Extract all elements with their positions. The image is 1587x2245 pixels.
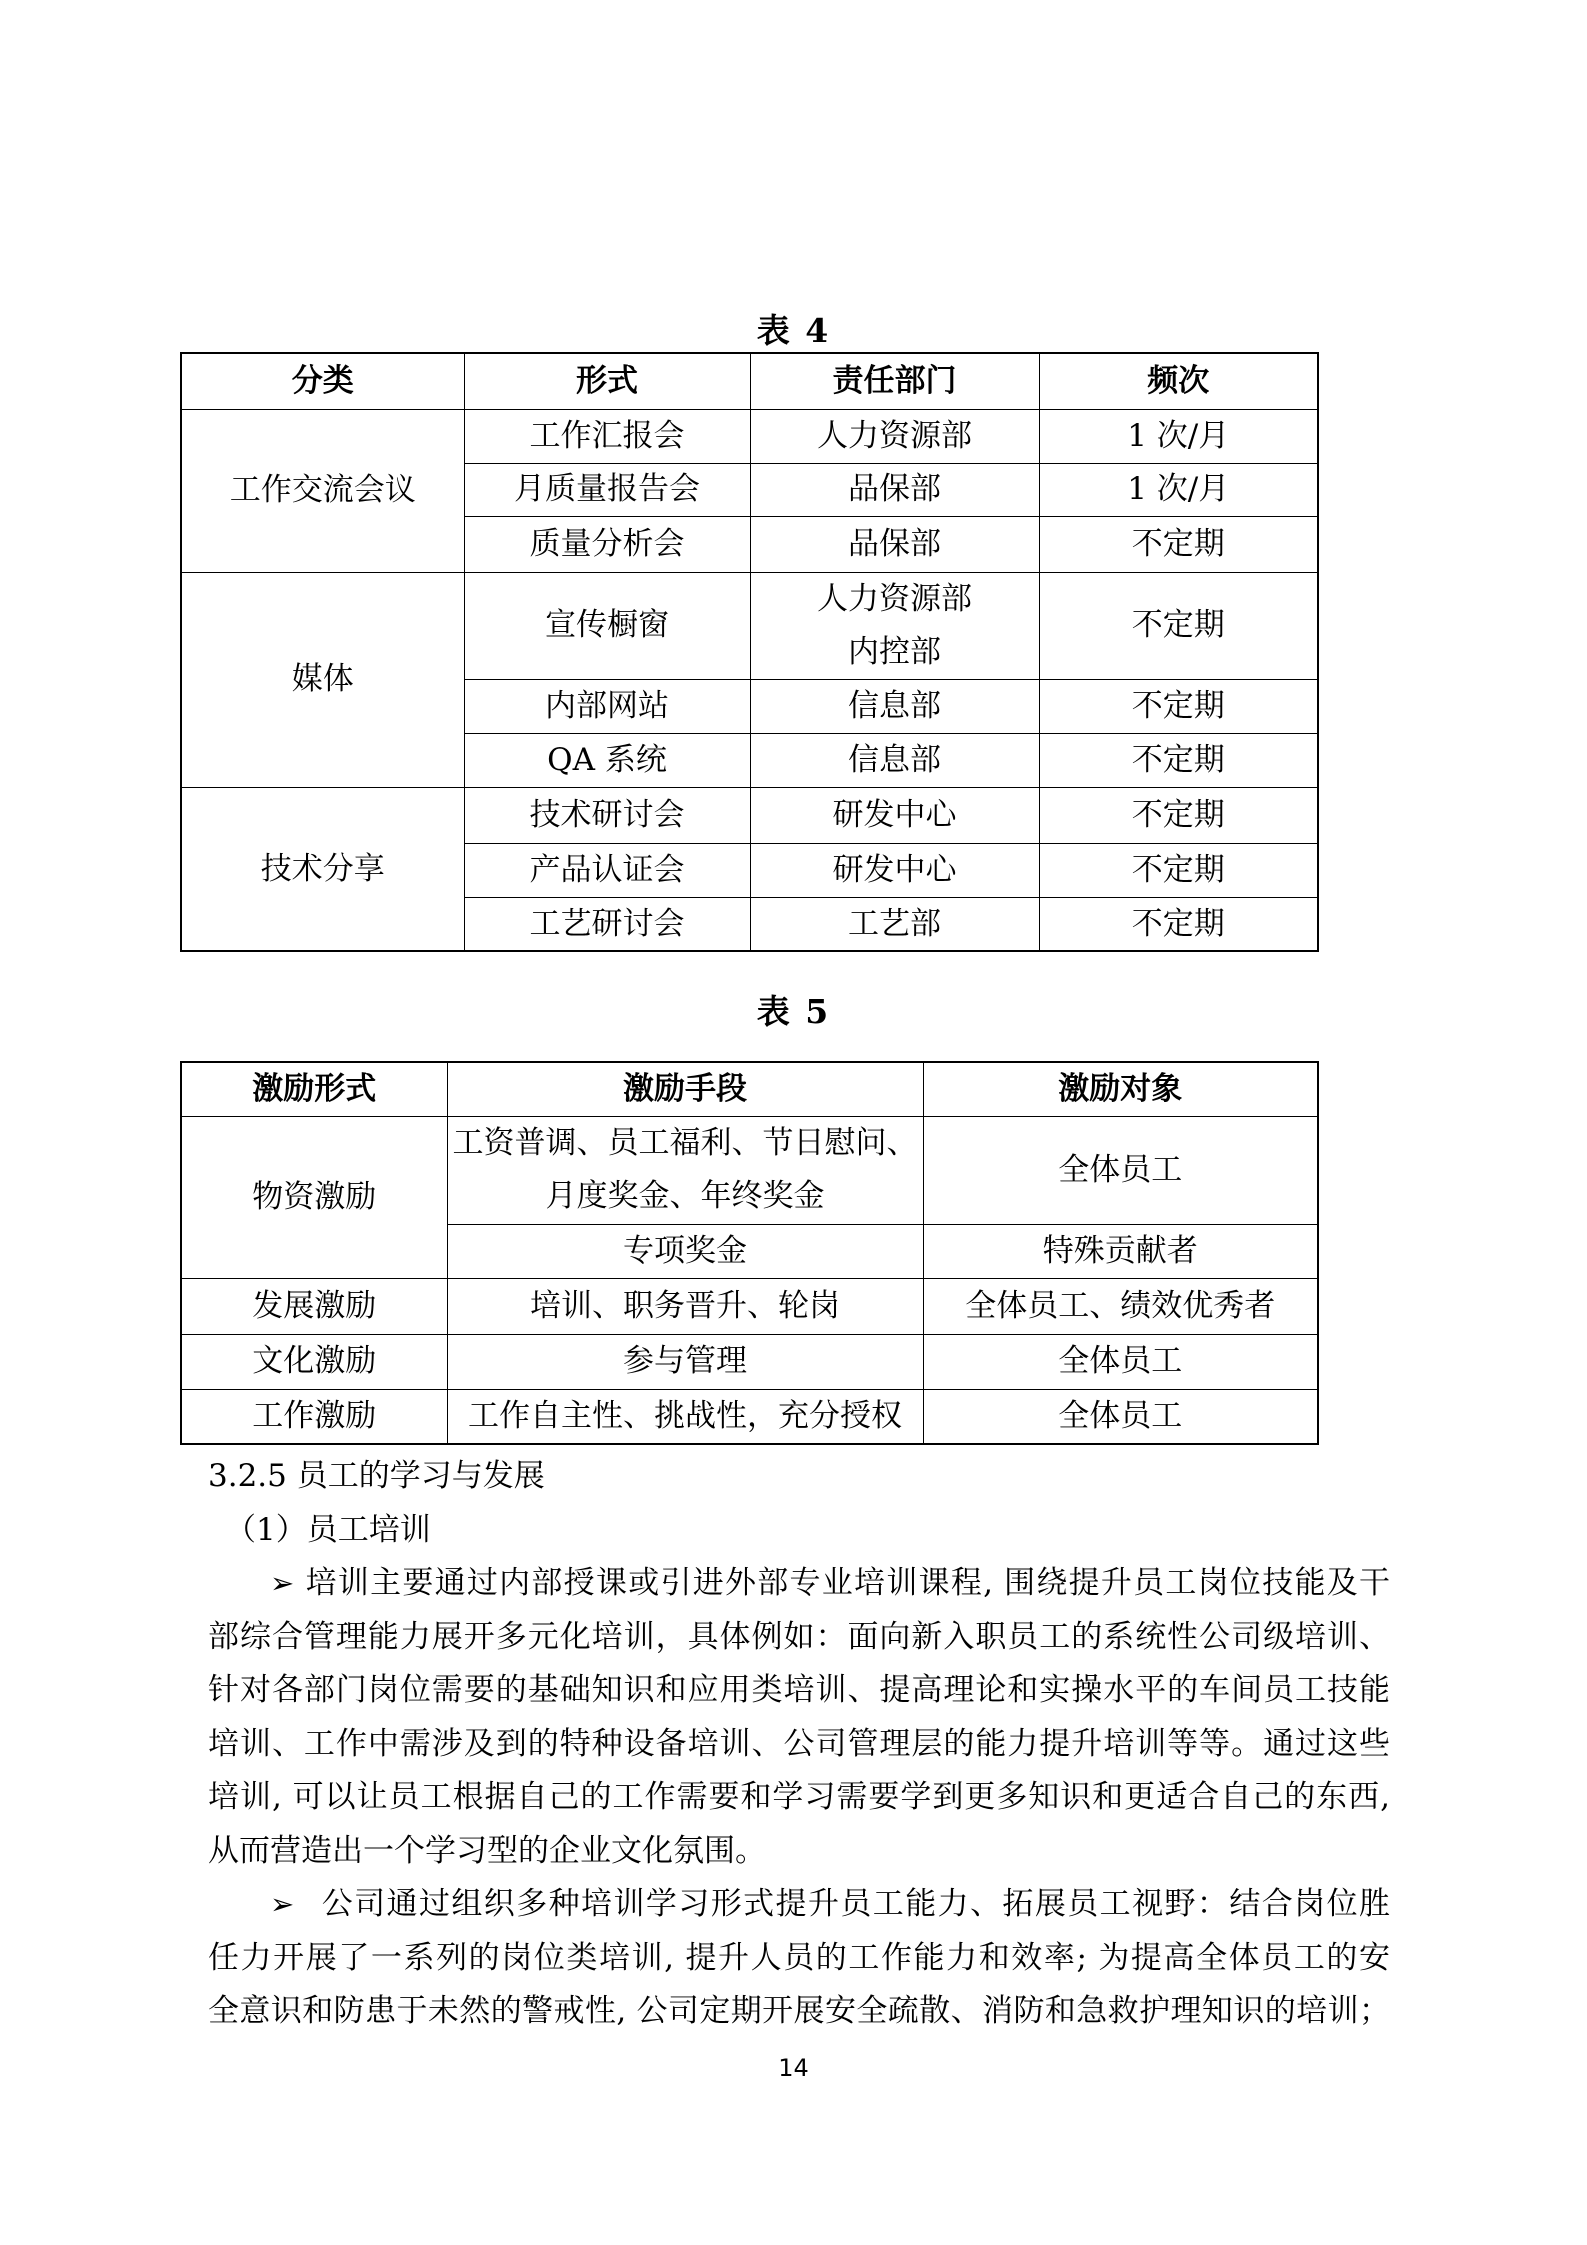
- freq-cell: 不定期: [1039, 843, 1318, 897]
- incentive-means-cell: 工作自主性、挑战性，充分授权: [447, 1389, 923, 1444]
- paragraph-line: [208, 1557, 1390, 1611]
- paragraph-line: 全意识和防患于未然的警戒性, 公司定期开展安全疏散、消防和急救护理知识的培训；: [208, 1993, 1390, 2029]
- dept-cell: 信息部: [750, 733, 1039, 787]
- form-cell: 宣传橱窗: [464, 572, 750, 679]
- form-cell: 技术研讨会: [464, 787, 750, 843]
- header-cell-category: 分类: [181, 353, 464, 409]
- form-cell: 内部网站: [464, 679, 750, 733]
- dept-cell: 人力资源部: [750, 409, 1039, 463]
- paragraph-line: 从而营造出一个学习型的企业文化氛围。: [208, 1832, 766, 1869]
- header-cell-incentive-type: 激励形式: [181, 1062, 447, 1116]
- incentive-target-cell: 全体员工、绩效优秀者: [923, 1278, 1318, 1334]
- freq-cell: 不定期: [1039, 516, 1318, 572]
- incentive-type-cell: 发展激励: [181, 1278, 447, 1334]
- table-row: [181, 409, 1318, 463]
- form-cell: QA 系统: [464, 733, 750, 787]
- incentive-target-cell: 特殊贡献者: [923, 1224, 1318, 1278]
- dept-cell: 研发中心: [750, 787, 1039, 843]
- incentive-means-cell: 参与管理: [447, 1334, 923, 1389]
- freq-cell: 不定期: [1039, 787, 1318, 843]
- freq-cell: 不定期: [1039, 679, 1318, 733]
- form-cell: 产品认证会: [464, 843, 750, 897]
- freq-cell: 不定期: [1039, 572, 1318, 679]
- table4: [180, 352, 1319, 952]
- dept-cell: 工艺部: [750, 897, 1039, 951]
- table-row: [181, 787, 1318, 843]
- header-cell-form: 形式: [464, 353, 750, 409]
- table-header-row: [181, 353, 1318, 409]
- incentive-type-cell: 文化激励: [181, 1334, 447, 1389]
- form-cell: 工作汇报会: [464, 409, 750, 463]
- category-cell: 媒体: [181, 572, 464, 787]
- paragraph-line: 培训、工作中需涉及到的特种设备培训、公司管理层的能力提升培训等等。通过这些: [208, 1725, 1390, 1762]
- incentive-target-cell: 全体员工: [923, 1334, 1318, 1389]
- incentive-target-cell: 全体员工: [923, 1116, 1318, 1224]
- table-row: [181, 1334, 1318, 1389]
- dept-cell: 品保部: [750, 463, 1039, 516]
- table-row: [181, 1116, 1318, 1224]
- category-cell: 工作交流会议: [181, 409, 464, 572]
- page-number: 14: [778, 2054, 809, 2082]
- header-cell-dept: 责任部门: [750, 353, 1039, 409]
- arrow-bullet-icon: ➢: [270, 1887, 295, 1921]
- freq-cell: 不定期: [1039, 733, 1318, 787]
- incentive-means-cell: 培训、职务晋升、轮岗: [447, 1278, 923, 1334]
- dept-line: 人力资源部: [817, 580, 972, 617]
- paragraph-text: 公司通过组织多种培训学习形式提升员工能力、拓展员工视野：结合岗位胜: [320, 1886, 1390, 1922]
- list-item-label: （1）员工培训: [225, 1511, 431, 1548]
- freq-cell: 1 次/月: [1039, 409, 1318, 463]
- freq-cell: 1 次/月: [1039, 463, 1318, 516]
- table5-title: 表 5: [756, 992, 831, 1031]
- freq-cell: 不定期: [1039, 897, 1318, 951]
- table-row: [181, 1389, 1318, 1444]
- table-row: [181, 1278, 1318, 1334]
- form-cell: 质量分析会: [464, 516, 750, 572]
- table-row: [181, 572, 1318, 679]
- paragraph-line: 任力开展了一系列的岗位类培训, 提升人员的工作能力和效率; 为提高全体员工的安: [208, 1939, 1390, 1976]
- form-cell: 工艺研讨会: [464, 897, 750, 951]
- header-cell-incentive-target: 激励对象: [923, 1062, 1318, 1116]
- body-text: [208, 1450, 1390, 2039]
- header-cell-freq: 频次: [1039, 353, 1318, 409]
- dept-cell: 研发中心: [750, 843, 1039, 897]
- paragraph-line: 部综合管理能力展开多元化培训，具体例如：面向新入职员工的系统性公司级培训、: [208, 1618, 1390, 1655]
- dept-cell: 品保部: [750, 516, 1039, 572]
- incentive-target-cell: 全体员工: [923, 1389, 1318, 1444]
- header-cell-incentive-means: 激励手段: [447, 1062, 923, 1116]
- incentive-type-cell: 物资激励: [181, 1116, 447, 1278]
- dept-cell: [750, 572, 1039, 679]
- dept-cell: 信息部: [750, 679, 1039, 733]
- section-heading: 3.2.5 员工的学习与发展: [208, 1458, 545, 1494]
- table4-title: 表 4: [756, 311, 831, 350]
- paragraph-line: [208, 1878, 1390, 1932]
- form-cell: 月质量报告会: [464, 463, 750, 516]
- paragraph-line: 针对各部门岗位需要的基础知识和应用类培训、提高理论和实操水平的车间员工技能: [208, 1672, 1390, 1708]
- incentive-type-cell: 工作激励: [181, 1389, 447, 1444]
- dept-line: 内控部: [848, 633, 941, 670]
- means-line: 月度奖金、年终奖金: [545, 1178, 825, 1214]
- incentive-means-cell: 专项奖金: [447, 1224, 923, 1278]
- table-header-row: [181, 1062, 1318, 1116]
- paragraph-text: 培训主要通过内部授课或引进外部专业培训课程, 围绕提升员工岗位技能及干: [304, 1565, 1390, 1601]
- incentive-means-cell: [447, 1116, 923, 1224]
- category-cell: 技术分享: [181, 787, 464, 951]
- means-line: 工资普调、员工福利、节日慰问、: [452, 1125, 918, 1161]
- paragraph-line: 培训, 可以让员工根据自己的工作需要和学习需要学到更多知识和更适合自己的东西,: [208, 1779, 1390, 1815]
- table5: [180, 1061, 1319, 1445]
- arrow-bullet-icon: ➢: [270, 1566, 295, 1600]
